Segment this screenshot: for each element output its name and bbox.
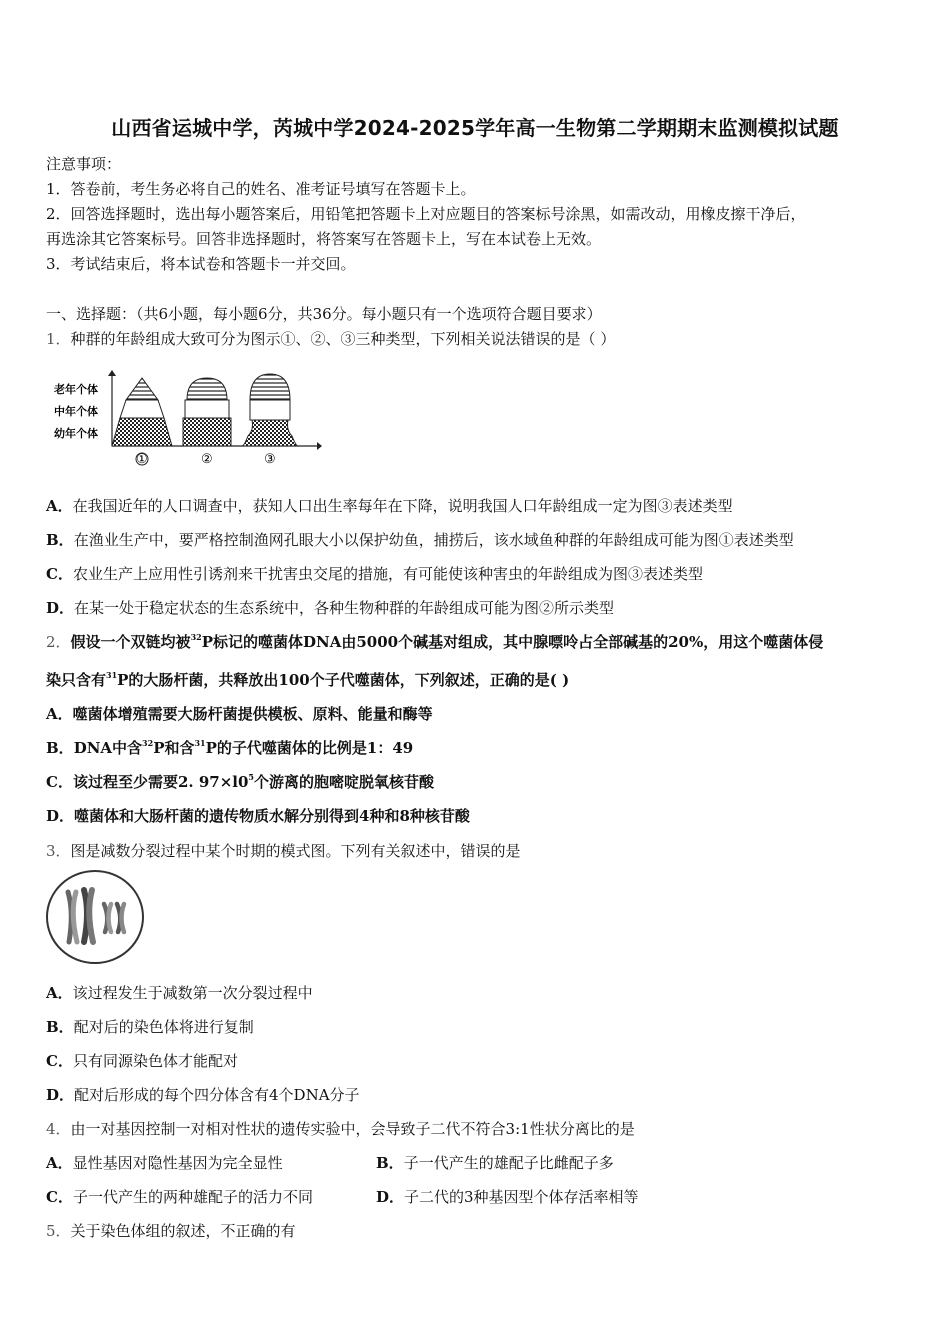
q1-option-c[interactable] — [46, 563, 703, 584]
option-letter: D． — [46, 599, 75, 617]
notice-item: 1．答卷前，考生务必将自己的姓名、准考证号填写在答题卡上。 — [46, 180, 476, 198]
q3-option-a[interactable] — [46, 982, 313, 1003]
type-label-2: ② — [201, 452, 213, 467]
option-letter: B． — [46, 1018, 74, 1036]
notice-item: 再选涂其它答案标号。回答非选择题时，将答案写在答题卡上，写在本试卷上无效。 — [46, 230, 602, 248]
label-middle: 中年个体 — [54, 405, 98, 418]
option-letter: C． — [46, 773, 73, 791]
q2-option-d[interactable] — [46, 805, 470, 826]
question-text: P标记的噬菌体DNA由5000个碱基对组成，其中腺嘌呤占全部碱基的20%，用这个噬菌体侵 — [201, 633, 824, 651]
age-structure-figure — [52, 370, 322, 470]
superscript: 31 — [194, 738, 206, 748]
question-2-stem-line-2 — [46, 669, 569, 690]
q1-option-b[interactable] — [46, 529, 794, 550]
question-number: 2． — [46, 633, 71, 651]
type-label-1: ① — [136, 452, 148, 467]
superscript: 31 — [106, 670, 118, 680]
question-text: 图是减数分裂过程中某个时期的模式图。下列有关叙述中，错误的是 — [70, 842, 521, 860]
pyramid-type-1 — [112, 378, 172, 446]
option-letter: A． — [46, 705, 73, 723]
option-text: 该过程至少需要2. 97×l0 — [72, 773, 249, 791]
superscript: 5 — [248, 772, 254, 782]
option-letter: C． — [46, 565, 73, 583]
question-text: 由一对基因控制一对相对性状的遗传实验中，会导致子二代不符合3:1性状分离比的是 — [70, 1120, 635, 1138]
option-letter: D． — [46, 807, 75, 825]
option-text: 配对后的染色体将进行复制 — [73, 1018, 254, 1036]
label-old: 老年个体 — [54, 383, 98, 396]
page-title: 山西省运城中学，芮城中学2024-2025学年高一生物第二学期期末监测模拟试题 — [111, 116, 839, 140]
option-text: P的子代噬菌体的比例是1：49 — [205, 739, 414, 757]
q4-option-b[interactable] — [376, 1152, 614, 1173]
q2-option-c[interactable] — [46, 771, 434, 792]
option-text: P和含 — [153, 739, 195, 757]
question-text: 种群的年龄组成大致可分为图示①、②、③三种类型，下列相关说法错误的是（ ） — [70, 330, 616, 348]
notice-item: 2．回答选择题时，选出每小题答案后，用铅笔把答题卡上对应题目的答案标号涂黑，如需改动，用橡皮擦干净后， — [46, 205, 806, 223]
q2-option-a[interactable] — [46, 703, 433, 724]
q4-option-c[interactable] — [46, 1186, 313, 1207]
question-number: 4． — [46, 1120, 71, 1138]
question-text: 关于染色体组的叙述，不正确的有 — [70, 1222, 296, 1240]
option-text: 在我国近年的人口调查中，获知人口出生率每年在下降，说明我国人口年龄组成一定为图③表述类型 — [72, 497, 733, 515]
question-5-stem — [46, 1220, 296, 1241]
meiosis-cell-figure — [44, 868, 146, 966]
q3-option-c[interactable] — [46, 1050, 238, 1071]
option-letter: C． — [46, 1188, 73, 1206]
question-4-stem — [46, 1118, 635, 1139]
question-3-stem — [46, 840, 521, 861]
question-text: 假设一个双链均被 — [70, 633, 191, 651]
option-text: DNA中含 — [73, 739, 143, 757]
option-text: 个游离的胞嘧啶脱氧核苷酸 — [254, 773, 435, 791]
type-label-3: ③ — [264, 452, 276, 467]
q1-option-d[interactable] — [46, 597, 614, 618]
option-text: 噬菌体增殖需要大肠杆菌提供模板、原料、能量和酶等 — [72, 705, 433, 723]
q4-option-a[interactable] — [46, 1152, 283, 1173]
notice-item: 3．考试结束后，将本试卷和答题卡一并交回。 — [46, 255, 356, 273]
option-text: 配对后形成的每个四分体含有4个DNA分子 — [74, 1086, 360, 1104]
option-text: 在渔业生产中，要严格控制渔网孔眼大小以保护幼鱼，捕捞后，该水域鱼种群的年龄组成可能为图①表述类型 — [73, 531, 794, 549]
q1-option-a[interactable] — [46, 495, 733, 516]
section-heading: 一、选择题：（共6小题，每小题6分，共36分。每小题只有一个选项符合题目要求） — [46, 305, 602, 323]
option-letter: C． — [46, 1052, 73, 1070]
question-number: 5． — [46, 1222, 71, 1240]
option-text: 子二代的3种基因型个体存活率相等 — [404, 1188, 639, 1206]
option-text: 该过程发生于减数第一次分裂过程中 — [72, 984, 313, 1002]
q3-option-b[interactable] — [46, 1016, 254, 1037]
label-young: 幼年个体 — [54, 427, 98, 440]
superscript: 32 — [142, 738, 154, 748]
question-text: 染只含有 — [46, 671, 107, 689]
option-letter: B． — [376, 1154, 404, 1172]
option-text: 只有同源染色体才能配对 — [72, 1052, 238, 1070]
option-letter: A． — [46, 984, 73, 1002]
option-text: 农业生产上应用性引诱剂来干扰害虫交尾的措施，有可能使该种害虫的年龄组成为图③表述类型 — [72, 565, 703, 583]
question-2-stem-line-1 — [46, 631, 823, 652]
option-letter: A． — [46, 1154, 73, 1172]
option-text: 子一代产生的两种雄配子的活力不同 — [72, 1188, 313, 1206]
option-text: 显性基因对隐性基因为完全显性 — [72, 1154, 283, 1172]
bell-type-2 — [183, 378, 231, 446]
question-1-stem — [46, 328, 615, 349]
option-letter: A． — [46, 497, 73, 515]
urn-type-3 — [242, 374, 298, 446]
option-letter: B． — [46, 739, 74, 757]
option-letter: B． — [46, 531, 74, 549]
question-number: 3． — [46, 842, 71, 860]
option-letter: D． — [376, 1188, 405, 1206]
question-number: 1． — [46, 330, 71, 348]
option-letter: D． — [46, 1086, 75, 1104]
q2-option-b[interactable] — [46, 737, 413, 758]
option-text: 在某一处于稳定状态的生态系统中，各种生物种群的年龄组成可能为图②所示类型 — [74, 599, 615, 617]
question-text: P的大肠杆菌，共释放出100个子代噬菌体，下列叙述，正确的是( ) — [117, 671, 570, 689]
option-text: 噬菌体和大肠杆菌的遗传物质水解分别得到4种和8种核苷酸 — [74, 807, 470, 825]
q4-option-d[interactable] — [376, 1186, 639, 1207]
superscript: 32 — [190, 632, 202, 642]
notice-heading: 注意事项： — [46, 155, 122, 173]
option-text: 子一代产生的雄配子比雌配子多 — [403, 1154, 614, 1172]
q3-option-d[interactable] — [46, 1084, 360, 1105]
